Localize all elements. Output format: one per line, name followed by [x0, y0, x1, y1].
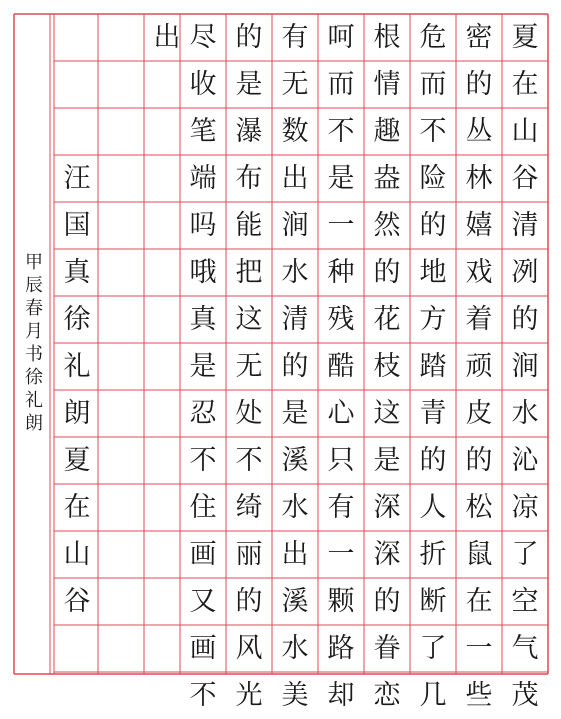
character-cell: 颗 — [327, 586, 355, 617]
text-column-6 — [272, 14, 318, 719]
character-cell — [98, 625, 144, 672]
character-cell — [98, 14, 144, 61]
character-cell: 几 — [419, 680, 447, 711]
character-cell — [144, 155, 190, 202]
character-cell: 徐 — [63, 304, 91, 335]
character-cell — [98, 672, 144, 719]
character-cell — [144, 296, 190, 343]
character-cell — [54, 14, 100, 61]
character-cell: 能 — [235, 210, 263, 241]
character-cell: 而 — [327, 69, 355, 100]
character-cell: 的 — [419, 210, 447, 241]
character-cell: 戏 — [465, 257, 493, 288]
character-cell: 空 — [511, 586, 539, 617]
character-cell: 不 — [189, 445, 217, 476]
character-cell — [144, 531, 190, 578]
character-cell: 真 — [63, 257, 91, 288]
character-cell: 沁 — [511, 445, 539, 476]
character-cell: 绮 — [235, 492, 263, 523]
character-cell: 在 — [465, 586, 493, 617]
character-cell: 在 — [511, 69, 539, 100]
character-cell — [98, 108, 144, 155]
character-cell: 危 — [419, 22, 447, 53]
character-cell: 无 — [235, 351, 263, 382]
character-cell: 画 — [189, 539, 217, 570]
character-cell: 的 — [419, 445, 447, 476]
character-cell: 路 — [327, 633, 355, 664]
character-cell: 些 — [465, 680, 493, 711]
character-cell: 出 — [281, 539, 309, 570]
character-cell: 冽 — [511, 257, 539, 288]
character-cell — [98, 578, 144, 625]
character-cell: 忍 — [189, 398, 217, 429]
character-cell: 然 — [373, 210, 401, 241]
character-cell: 丽 — [235, 539, 263, 570]
character-cell: 瀑 — [235, 116, 263, 147]
character-cell: 的 — [373, 257, 401, 288]
character-cell: 踏 — [419, 351, 447, 382]
character-cell: 气 — [511, 633, 539, 664]
character-cell: 恋 — [373, 680, 401, 711]
character-cell: 不 — [419, 116, 447, 147]
character-cell: 这 — [373, 398, 401, 429]
character-cell — [144, 672, 190, 719]
character-cell: 花 — [373, 304, 401, 335]
character-cell: 山 — [511, 116, 539, 147]
character-cell: 的 — [465, 445, 493, 476]
character-cell: 这 — [235, 304, 263, 335]
character-cell: 了 — [419, 633, 447, 664]
character-cell: 是 — [189, 351, 217, 382]
character-cell: 只 — [327, 445, 355, 476]
character-cell: 把 — [235, 257, 263, 288]
character-cell: 根 — [373, 22, 401, 53]
character-cell: 方 — [419, 304, 447, 335]
character-cell: 又 — [189, 586, 217, 617]
character-cell: 青 — [419, 398, 447, 429]
character-cell: 吗 — [189, 210, 217, 241]
character-cell: 酷 — [327, 351, 355, 382]
character-cell: 美 — [281, 680, 309, 711]
character-cell: 情 — [373, 69, 401, 100]
character-cell: 而 — [419, 69, 447, 100]
character-cell: 断 — [419, 586, 447, 617]
character-cell: 出 — [281, 163, 309, 194]
character-cell: 处 — [235, 398, 263, 429]
character-cell: 水 — [281, 492, 309, 523]
character-cell — [144, 343, 190, 390]
character-cell — [98, 249, 144, 296]
character-cell: 折 — [419, 539, 447, 570]
character-cell: 却 — [327, 680, 355, 711]
character-cell: 数 — [281, 116, 309, 147]
text-column-5 — [318, 14, 364, 719]
character-cell: 不 — [189, 680, 217, 711]
text-column-9 — [144, 14, 190, 719]
character-cell — [98, 531, 144, 578]
character-cell — [54, 625, 100, 672]
character-cell: 枝 — [373, 351, 401, 382]
character-cell: 盎 — [373, 163, 401, 194]
character-cell: 一 — [327, 539, 355, 570]
character-cell: 水 — [281, 257, 309, 288]
character-cell: 画 — [189, 633, 217, 664]
character-cell: 松 — [465, 492, 493, 523]
character-cell: 的 — [465, 69, 493, 100]
character-cell: 笔 — [189, 116, 217, 147]
character-cell — [144, 249, 190, 296]
character-cell: 出 — [153, 22, 181, 53]
character-cell — [144, 484, 190, 531]
character-cell: 端 — [189, 163, 217, 194]
character-cell: 谷 — [63, 586, 91, 617]
character-cell: 心 — [327, 398, 355, 429]
character-cell: 礼 — [63, 351, 91, 382]
character-cell: 茂 — [511, 680, 539, 711]
character-cell: 丛 — [465, 116, 493, 147]
character-cell: 种 — [327, 257, 355, 288]
character-cell: 夏 — [63, 445, 91, 476]
character-cell — [144, 202, 190, 249]
character-cell: 深 — [373, 492, 401, 523]
character-cell: 趣 — [373, 116, 401, 147]
character-cell — [144, 578, 190, 625]
character-cell: 尽 — [189, 22, 217, 53]
character-cell: 无 — [281, 69, 309, 100]
character-cell — [144, 625, 190, 672]
character-cell: 的 — [373, 586, 401, 617]
character-cell: 眷 — [373, 633, 401, 664]
character-cell — [144, 61, 190, 108]
text-column-7 — [226, 14, 272, 719]
signature-text: 甲辰春月书徐礼朗 — [22, 252, 43, 436]
character-cell: 是 — [235, 69, 263, 100]
text-column-11 — [54, 14, 100, 719]
character-cell: 是 — [281, 398, 309, 429]
character-cell: 清 — [281, 304, 309, 335]
character-cell: 鼠 — [465, 539, 493, 570]
character-cell: 的 — [511, 304, 539, 335]
character-cell: 溪 — [281, 445, 309, 476]
character-cell: 哦 — [189, 257, 217, 288]
character-cell: 国 — [63, 210, 91, 241]
character-cell: 的 — [281, 351, 309, 382]
text-column-1 — [502, 14, 548, 719]
character-cell: 不 — [235, 445, 263, 476]
character-cell — [98, 155, 144, 202]
character-cell: 真 — [189, 304, 217, 335]
character-cell: 水 — [511, 398, 539, 429]
character-cell: 皮 — [465, 398, 493, 429]
character-cell: 朗 — [63, 398, 91, 429]
text-column-4 — [364, 14, 410, 719]
character-cell — [144, 437, 190, 484]
character-cell: 嬉 — [465, 210, 493, 241]
character-cell — [54, 61, 100, 108]
character-cell: 的 — [235, 22, 263, 53]
character-cell — [98, 390, 144, 437]
character-cell: 涧 — [511, 351, 539, 382]
character-cell — [98, 296, 144, 343]
character-cell: 溪 — [281, 586, 309, 617]
signature-column — [14, 0, 50, 688]
character-cell: 凉 — [511, 492, 539, 523]
character-cell — [54, 108, 100, 155]
character-cell — [98, 61, 144, 108]
character-cell — [144, 108, 190, 155]
character-cell: 山 — [63, 539, 91, 570]
character-cell — [54, 672, 100, 719]
character-cell: 呵 — [327, 22, 355, 53]
character-cell — [98, 343, 144, 390]
character-cell: 清 — [511, 210, 539, 241]
character-cell: 光 — [235, 680, 263, 711]
character-cell: 着 — [465, 304, 493, 335]
character-cell — [98, 484, 144, 531]
character-cell: 住 — [189, 492, 217, 523]
character-cell: 了 — [511, 539, 539, 570]
character-cell: 险 — [419, 163, 447, 194]
character-cell: 人 — [419, 492, 447, 523]
character-cell: 地 — [419, 257, 447, 288]
character-cell: 深 — [373, 539, 401, 570]
character-cell: 水 — [281, 633, 309, 664]
character-cell: 残 — [327, 304, 355, 335]
character-cell: 顽 — [465, 351, 493, 382]
text-column-10 — [98, 14, 144, 719]
character-cell: 是 — [373, 445, 401, 476]
character-cell: 是 — [327, 163, 355, 194]
character-cell: 有 — [281, 22, 309, 53]
character-cell — [144, 390, 190, 437]
character-cell: 在 — [63, 492, 91, 523]
character-cell: 林 — [465, 163, 493, 194]
character-cell: 密 — [465, 22, 493, 53]
character-cell: 涧 — [281, 210, 309, 241]
character-cell: 一 — [327, 210, 355, 241]
character-cell: 有 — [327, 492, 355, 523]
character-cell — [98, 202, 144, 249]
character-cell: 布 — [235, 163, 263, 194]
character-cell: 的 — [235, 586, 263, 617]
character-cell: 一 — [465, 633, 493, 664]
text-column-2 — [456, 14, 502, 719]
character-cell: 夏 — [511, 22, 539, 53]
character-cell: 风 — [235, 633, 263, 664]
character-cell: 不 — [327, 116, 355, 147]
character-cell: 谷 — [511, 163, 539, 194]
text-column-3 — [410, 14, 456, 719]
character-cell: 收 — [189, 69, 217, 100]
character-cell — [98, 437, 144, 484]
character-cell: 汪 — [63, 163, 91, 194]
